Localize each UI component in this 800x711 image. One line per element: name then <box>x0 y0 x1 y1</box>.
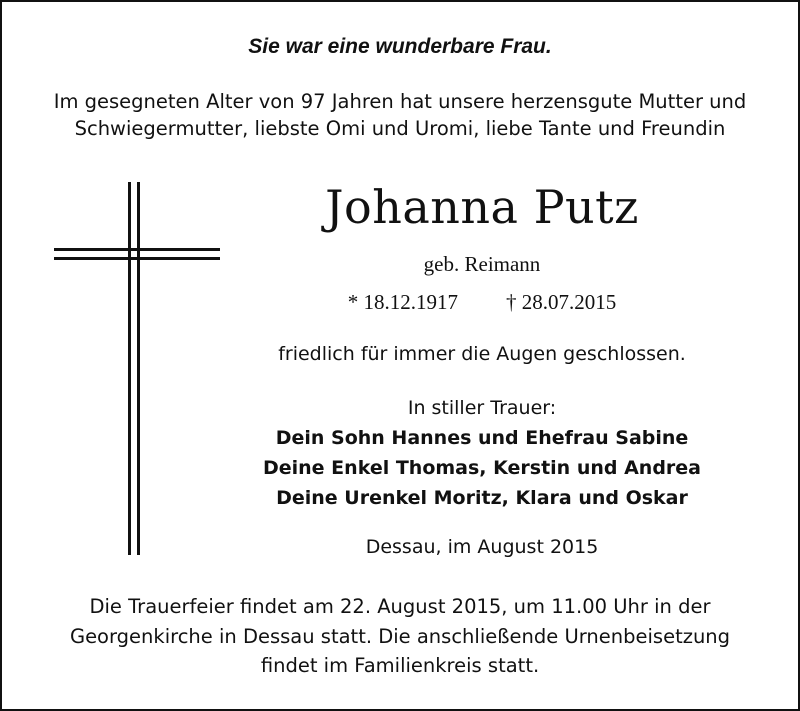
funeral-info-line-1: Die Trauerfeier findet am 22. August 2015, um 11.00 Uhr in der <box>89 595 711 618</box>
intro-line-1: Im gesegneten Alter von 97 Jahren hat unsere herzensgute Mutter und <box>53 90 747 113</box>
death-date: † 28.07.2015 <box>506 290 617 314</box>
cross-horizontal-beam <box>54 248 220 260</box>
deceased-name: Johanna Putz <box>325 180 639 234</box>
motto: Sie war eine wunderbare Frau. <box>248 35 552 58</box>
intro-line-2: Schwiegermutter, liebste Omi und Uromi, liebe Tante und Freundin <box>74 117 726 140</box>
mourner-line: Dein Sohn Hannes und Ehefrau Sabine <box>275 427 689 449</box>
life-dates <box>234 290 730 315</box>
closing-line: friedlich für immer die Augen geschlossen. <box>278 343 686 365</box>
mourning-label: In stiller Trauer: <box>407 397 557 419</box>
place-date: Dessau, im August 2015 <box>365 536 599 558</box>
funeral-info-line-2: Georgenkirche in Dessau statt. Die anschließende Urnenbeisetzung <box>69 625 731 648</box>
mourner-line: Deine Enkel Thomas, Kerstin und Andrea <box>262 457 701 479</box>
birth-date: * 18.12.1917 <box>347 290 458 314</box>
funeral-info-line-3: findet im Familienkreis statt. <box>260 654 540 677</box>
latin-cross-icon <box>54 182 220 555</box>
birth-name: geb. Reimann <box>423 252 541 276</box>
mourner-line: Deine Urenkel Moritz, Klara und Oskar <box>276 487 688 509</box>
cross-vertical-beam <box>128 182 140 555</box>
